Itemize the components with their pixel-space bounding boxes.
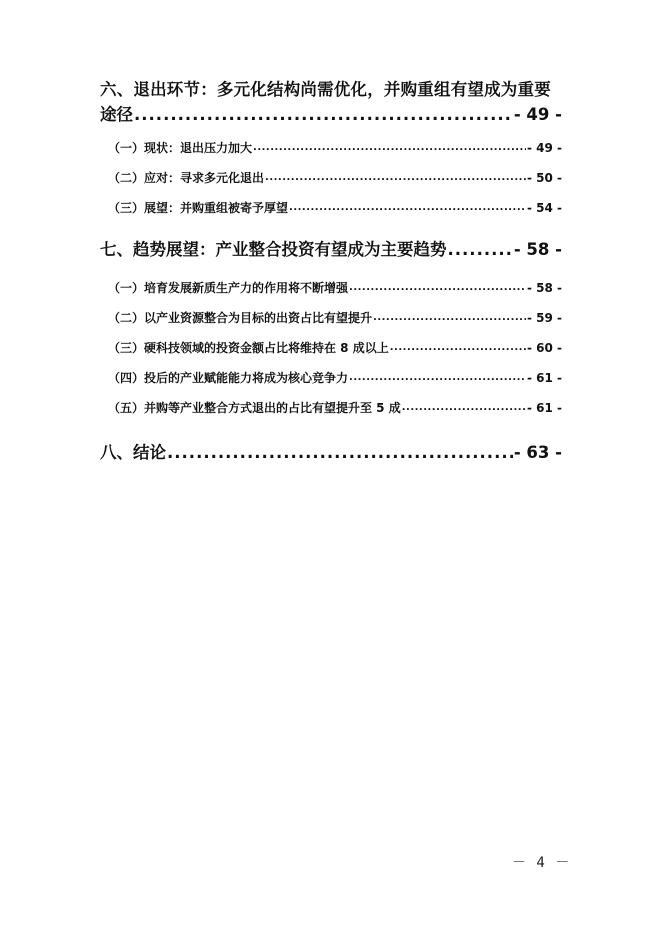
toc-section-8-title-text: 八、结论 xyxy=(100,443,166,462)
toc-section-7 xyxy=(100,238,562,417)
toc-section-6-title-tail: 途径 xyxy=(100,105,133,124)
toc-page-number: - 63 - xyxy=(513,443,562,462)
toc-entry-label: （三）硬科技领域的投资金额占比将维持在 8 成以上 xyxy=(108,341,389,355)
toc-entry-label: （一）培育发展新质生产力的作用将不断增强 xyxy=(108,281,349,295)
toc-section-6 xyxy=(100,78,562,217)
toc-page-number: - 50 - xyxy=(526,171,562,185)
toc-entry-6-2[interactable] xyxy=(100,169,562,187)
toc-entry-6-3[interactable] xyxy=(100,199,562,217)
toc-entry-label: （一）现状：退出压力加大 xyxy=(108,141,253,155)
dot-leader xyxy=(167,441,513,465)
toc-page-number: - 60 - xyxy=(526,341,562,355)
toc-page-number: - 49 - xyxy=(526,141,562,155)
toc-entry-7-4[interactable] xyxy=(100,369,562,387)
dot-leader xyxy=(448,238,513,262)
toc-entry-7-3[interactable] xyxy=(100,339,562,357)
toc-page-number: - 59 - xyxy=(526,311,562,325)
dot-leader xyxy=(402,399,526,417)
toc-page-number: - 58 - xyxy=(526,281,562,295)
toc-entry-label: （五）并购等产业整合方式退出的占比有望提升至 5 成 xyxy=(108,401,401,415)
dot-leader xyxy=(390,339,526,357)
dot-leader xyxy=(265,169,526,187)
dot-leader xyxy=(134,103,513,127)
toc-entry-label: （四）投后的产业赋能能力将成为核心竞争力 xyxy=(108,371,349,385)
toc-section-6-title-line2[interactable] xyxy=(100,103,562,127)
dot-leader xyxy=(289,199,526,217)
toc-entry-6-1[interactable] xyxy=(100,139,562,157)
toc-page-number: - 61 - xyxy=(526,401,562,415)
toc-entry-label: （二）以产业资源整合为目标的出资占比有望提升 xyxy=(108,311,373,325)
dot-leader xyxy=(349,369,526,387)
table-of-contents xyxy=(100,78,562,465)
toc-entry-7-2[interactable] xyxy=(100,309,562,327)
toc-entry-label: （三）展望：并购重组被寄予厚望 xyxy=(108,201,289,215)
toc-entry-7-5[interactable] xyxy=(100,399,562,417)
page-number: － 4 － xyxy=(512,855,571,871)
toc-page-number: - 61 - xyxy=(526,371,562,385)
toc-section-8-title[interactable] xyxy=(100,441,562,465)
dot-leader xyxy=(253,139,526,157)
toc-page-number: - 54 - xyxy=(526,201,562,215)
toc-section-8 xyxy=(100,441,562,465)
toc-section-7-title[interactable] xyxy=(100,238,562,262)
toc-entry-label: （二）应对：寻求多元化退出 xyxy=(108,171,265,185)
toc-page-number: - 58 - xyxy=(513,240,562,259)
toc-page-number: - 49 - xyxy=(513,105,562,124)
toc-entry-7-1[interactable] xyxy=(100,279,562,297)
toc-section-6-title-line1[interactable]: 六、退出环节：多元化结构尚需优化，并购重组有望成为重要 xyxy=(100,80,551,99)
dot-leader xyxy=(349,279,526,297)
dot-leader xyxy=(373,309,526,327)
toc-section-7-title-text: 七、趋势展望：产业整合投资有望成为主要趋势 xyxy=(100,240,447,259)
